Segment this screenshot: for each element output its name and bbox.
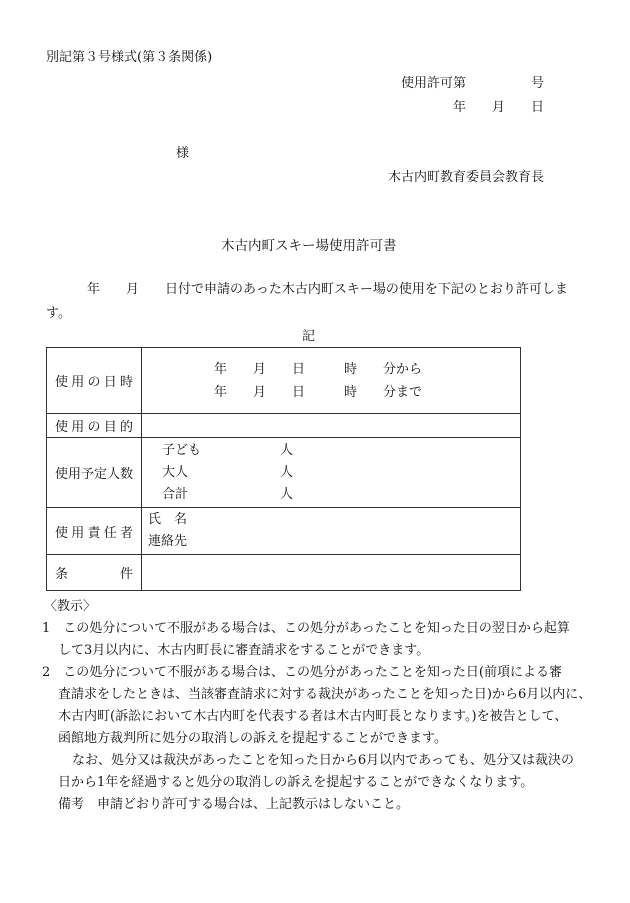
body-line-1: 年 月 日付で申請のあった木古内町スキー場の使用を下記のとおり許可しま: [87, 282, 568, 297]
notice-item2-line2: 査請求をしたときは、当該審査請求に対する裁決があったことを知った日)から6月以内に、: [58, 687, 592, 702]
purpose-value: [142, 414, 521, 438]
label-conditions: 条 件: [55, 567, 133, 582]
notice-item1-line1: 1 この処分について不服がある場合は、この処分があったことを知った日の翌日から起算: [42, 621, 570, 636]
form-reference: 別記第３号様式(第３条関係): [46, 50, 213, 65]
issue-date: 年 月 日: [452, 100, 544, 115]
conditions-value: [142, 555, 521, 591]
permit-details-table: [46, 347, 521, 591]
notice-item2-line5: なお、処分又は裁決があったことを知った日から6月以内であっても、処分又は裁決の: [72, 753, 575, 768]
document-title: 木古内町スキー場使用許可書: [221, 238, 397, 254]
label-datetime: 使 用 の 日 時: [55, 375, 133, 390]
addressee-sama: 様: [176, 146, 190, 161]
datetime-from: 年 月 日 時 分から: [214, 361, 423, 377]
people-row-total: 合計 人: [162, 486, 294, 502]
notice-heading: 〈教示〉: [44, 599, 97, 614]
label-purpose: 使 用 の 目 的: [55, 420, 133, 435]
ki-heading: 記: [302, 329, 316, 344]
issuer-name: 木古内町教育委員会教育長: [387, 170, 544, 185]
notice-item2-line6: 日から1年を経過すると処分の取消しの訴えを提起することができなくなります。: [58, 775, 534, 790]
label-responsible: 使 用 責 任 者: [55, 525, 133, 541]
permit-number: 使用許可第 号: [400, 76, 544, 91]
row-conditions: [47, 555, 521, 591]
responsible-contact-label: 連絡先: [148, 534, 188, 549]
row-responsible: [47, 508, 521, 555]
responsible-name-label: 氏 名: [148, 512, 188, 527]
notice-item2-line4: 函館地方裁判所に処分の取消しの訴えを提起することができます。: [58, 731, 447, 746]
row-purpose: [47, 414, 521, 438]
notice-section: [42, 596, 592, 816]
row-people: [47, 438, 521, 508]
notice-item2-line3: 木古内町(訴訟において木古内町を代表する者は木古内町長となります。)を被告として、: [58, 709, 568, 724]
people-row-children: 子ども 人: [162, 442, 294, 458]
notice-item1-line2: して3月以内に、木古内町長に審査請求をすることができます。: [58, 643, 430, 658]
label-people: 使 用 予 定 人 数: [55, 467, 134, 482]
remarks: 備考 申請どおり許可する場合は、上記教示はしないこと。: [58, 797, 410, 812]
notice-item2-line1: 2 この処分について不服がある場合は、この処分があったことを知った日(前項による審: [42, 665, 562, 680]
row-datetime: [47, 348, 521, 414]
datetime-to: 年 月 日 時 分まで: [214, 384, 423, 400]
body-line-2: す。: [46, 306, 71, 321]
people-row-adults: 大人 人: [162, 464, 294, 480]
